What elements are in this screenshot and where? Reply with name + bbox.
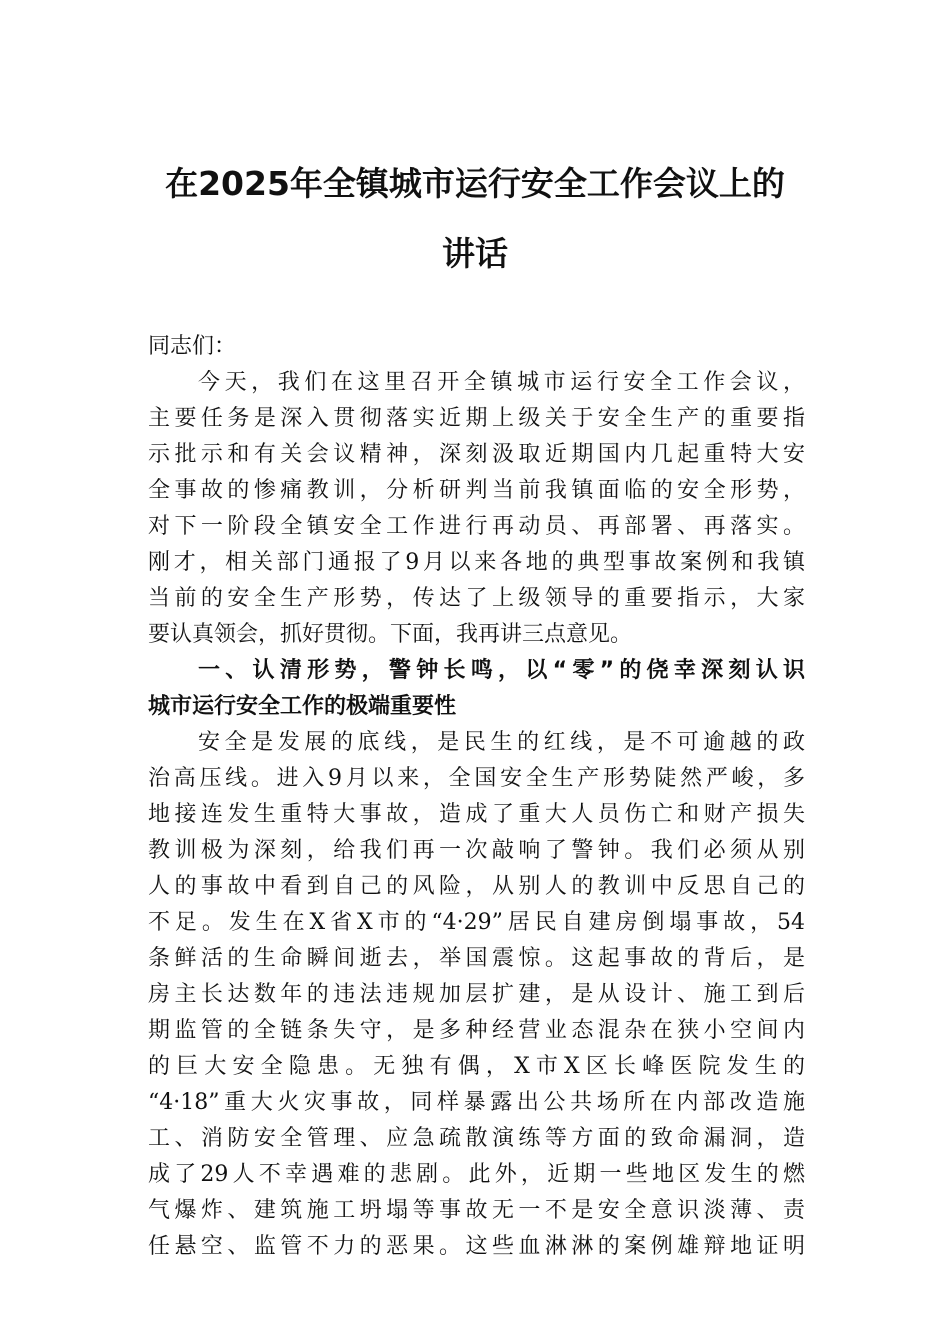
- paragraph-line: 对下一阶段全镇安全工作进行再动员、再部署、再落实。: [148, 514, 805, 539]
- paragraph-line: 安全是发展的底线，是民生的红线，是不可逾越的政: [198, 730, 805, 755]
- paragraph-line: 房主长达数年的违法违规加层扩建，是从设计、施工到后: [148, 982, 805, 1007]
- paragraph-line: 工、消防安全管理、应急疏散演练等方面的致命漏洞，造: [148, 1126, 805, 1151]
- paragraph-line: 的巨大安全隐患。无独有偶，X市X区长峰医院发生的: [148, 1054, 805, 1079]
- document-title-line-1: 在2025年全镇城市运行安全工作会议上的: [165, 164, 785, 203]
- paragraph-line: 刚才，相关部门通报了9月以来各地的典型事故案例和我镇: [148, 550, 805, 575]
- paragraph-line: 教训极为深刻，给我们再一次敲响了警钟。我们必须从别: [148, 838, 805, 863]
- paragraph-line: 主要任务是深入贯彻落实近期上级关于安全生产的重要指: [148, 406, 805, 431]
- paragraph-line: 地接连发生重特大事故，造成了重大人员伤亡和财产损失: [148, 802, 805, 827]
- paragraph-line: 全事故的惨痛教训，分析研判当前我镇面临的安全形势，: [148, 478, 805, 503]
- document-title-line-2: 讲话: [442, 234, 508, 273]
- paragraph-line: 期监管的全链条失守，是多种经营业态混杂在狭小空间内: [148, 1018, 805, 1043]
- paragraph-line: 当前的安全生产形势，传达了上级领导的重要指示，大家: [148, 586, 805, 611]
- paragraph-line: 示批示和有关会议精神，深刻汲取近期国内几起重特大安: [148, 442, 805, 467]
- paragraph-line: 任悬空、监管不力的恶果。这些血淋淋的案例雄辩地证明: [148, 1234, 805, 1259]
- section-heading-line: 一、认清形势，警钟长鸣，以“零”的侥幸深刻认识: [198, 658, 805, 683]
- section-heading-line: 城市运行安全工作的极端重要性: [148, 694, 457, 719]
- paragraph-line: 治高压线。进入9月以来，全国安全生产形势陡然严峻，多: [148, 766, 805, 791]
- paragraph-line: 要认真领会，抓好贯彻。下面，我再讲三点意见。: [148, 622, 633, 647]
- paragraph-line: 气爆炸、建筑施工坍塌等事故无一不是安全意识淡薄、责: [148, 1198, 805, 1223]
- paragraph-line: 不足。发生在X省X市的“4·29”居民自建房倒塌事故，54: [148, 910, 805, 935]
- paragraph-line: 人的事故中看到自己的风险，从别人的教训中反思自己的: [148, 874, 805, 899]
- paragraph-line: 成了29人不幸遇难的悲剧。此外，近期一些地区发生的燃: [148, 1162, 805, 1187]
- salutation: 同志们：: [148, 334, 237, 359]
- paragraph-line: “4·18”重大火灾事故，同样暴露出公共场所在内部改造施: [148, 1090, 805, 1115]
- paragraph-line: 条鲜活的生命瞬间逝去，举国震惊。这起事故的背后，是: [148, 946, 805, 971]
- paragraph-line: 今天，我们在这里召开全镇城市运行安全工作会议，: [198, 370, 805, 395]
